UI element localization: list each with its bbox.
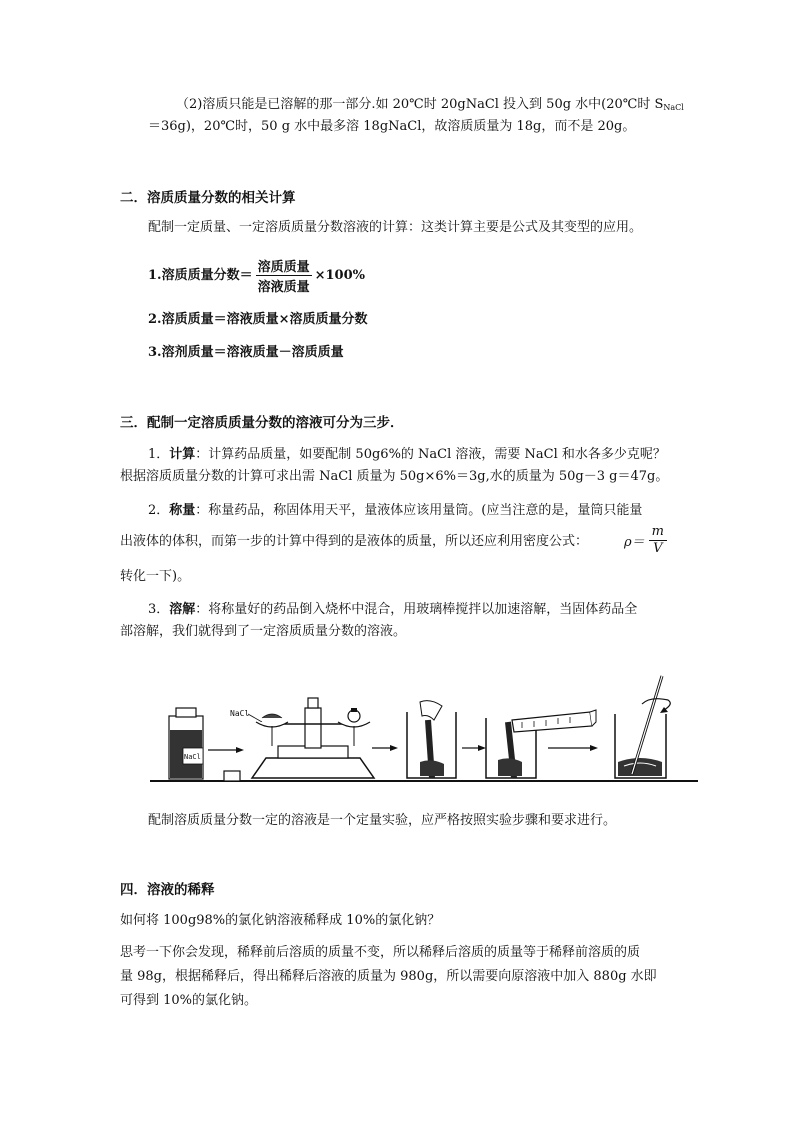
rotation-arrow-icon [642,699,670,713]
step3-keyword: 溶解 [169,602,196,617]
section4-question: 如何将 100g98%的氯化钠溶液稀释成 10%的氯化钠？ [120,913,441,928]
step2-line3: 转化一下)。 [120,569,191,584]
section4-answer-line1: 思考一下你会发现，稀释前后溶质的质量不变，所以稀释后溶质的质量等于稀释前溶质的质 [120,945,641,960]
section4-title: 四．溶液的稀释 [120,882,215,898]
formula-2: 2.溶质质量＝溶液质量×溶质质量分数 [148,312,368,327]
step3-line1 [148,599,637,621]
beaker-3-icon [615,676,666,778]
density-formula [624,524,667,557]
formula-1 [148,256,365,295]
nacl-bottle-icon [169,708,203,779]
density-numerator: m [649,524,667,541]
formula-1-denominator: 溶液质量 [257,280,310,295]
step1-number: 1． [148,447,170,462]
para1-line1-subscript: NaCl [663,103,684,112]
graduated-cylinder-icon [512,710,596,732]
density-rho: ρ＝ [624,535,645,550]
balance-nacl-label: NaCl [230,709,250,718]
step1-text: ：计算药品质量，如要配制 50g6%的 NaCl 溶液，需要 NaCl 和水各多少克呢？ [195,447,666,462]
step2-line1 [148,500,642,522]
arrow-1-icon [208,747,244,753]
formula-1-label: 1.溶质质量分数＝ [148,268,253,283]
step3-text: ：将称量好的药品倒入烧杯中混合，用玻璃棒搅拌以加速溶解，当固体药品全 [195,602,638,617]
step1-keyword: 计算 [169,447,196,462]
step3-number: 3． [148,602,170,617]
balance-icon [230,698,374,778]
density-fraction [649,524,667,557]
beaker-1-icon [407,701,456,778]
para1-line2: ＝36g)，20℃时，50 g 水中最多溶 18gNaCl，故溶质质量为 18g，而不是 20g。 [148,119,636,134]
weight-icon [224,771,240,781]
bottle-label: NaCl [184,753,201,761]
density-denominator: V [653,541,663,556]
arrow-4-icon [548,745,598,751]
section4-answer-line3: 可得到 10%的氯化钠。 [120,993,258,1008]
section2-title: 二．溶质质量分数的相关计算 [120,190,296,206]
step2-line2: 出液体的体积，而第一步的计算中得到的是液体的质量，所以还应利用密度公式： [120,534,589,549]
formula-1-tail: ×100% [314,268,365,283]
step1-line1 [148,444,666,466]
step3-line2: 部溶解，我们就得到了一定溶质质量分数的溶液。 [120,624,407,639]
arrow-3-icon [462,745,486,751]
step2-number: 2． [148,503,170,518]
step2-keyword: 称量 [169,503,196,518]
experiment-figure [150,670,700,790]
section2-intro: 配制一定质量、一定溶质质量分数溶液的计算：这类计算主要是公式及其变型的应用。 [148,220,643,235]
para1-line1-text: （2)溶质只能是已溶解的那一部分.如 20℃时 20gNaCl 投入到 50g 水中(20℃时 S [176,97,664,112]
section3-title: 三．配制一定溶质质量分数的溶液可分为三步． [120,415,404,431]
formula-1-fraction [256,256,312,295]
arrow-2-icon [372,745,398,751]
section4-answer-line2: 量 98g，根据稀释后，得出稀释后溶液的质量为 980g，所以需要向原溶液中加入 880g 水即 [120,969,657,984]
formula-3: 3.溶剂质量＝溶液质量－溶质质量 [148,345,344,360]
formula-1-numerator: 溶质质量 [256,256,312,276]
step2-text: ：称量药品，称固体用天平，量液体应该用量筒。(应当注意的是，量筒只能量 [195,503,643,518]
step1-line2: 根据溶质质量分数的计算可求出需 NaCl 质量为 50g×6%＝3g,水的质量为 50g－3 g＝47g。 [120,469,669,484]
figure-caption: 配制溶质质量分数一定的溶液是一个定量实验，应严格按照实验步骤和要求进行。 [148,813,617,828]
